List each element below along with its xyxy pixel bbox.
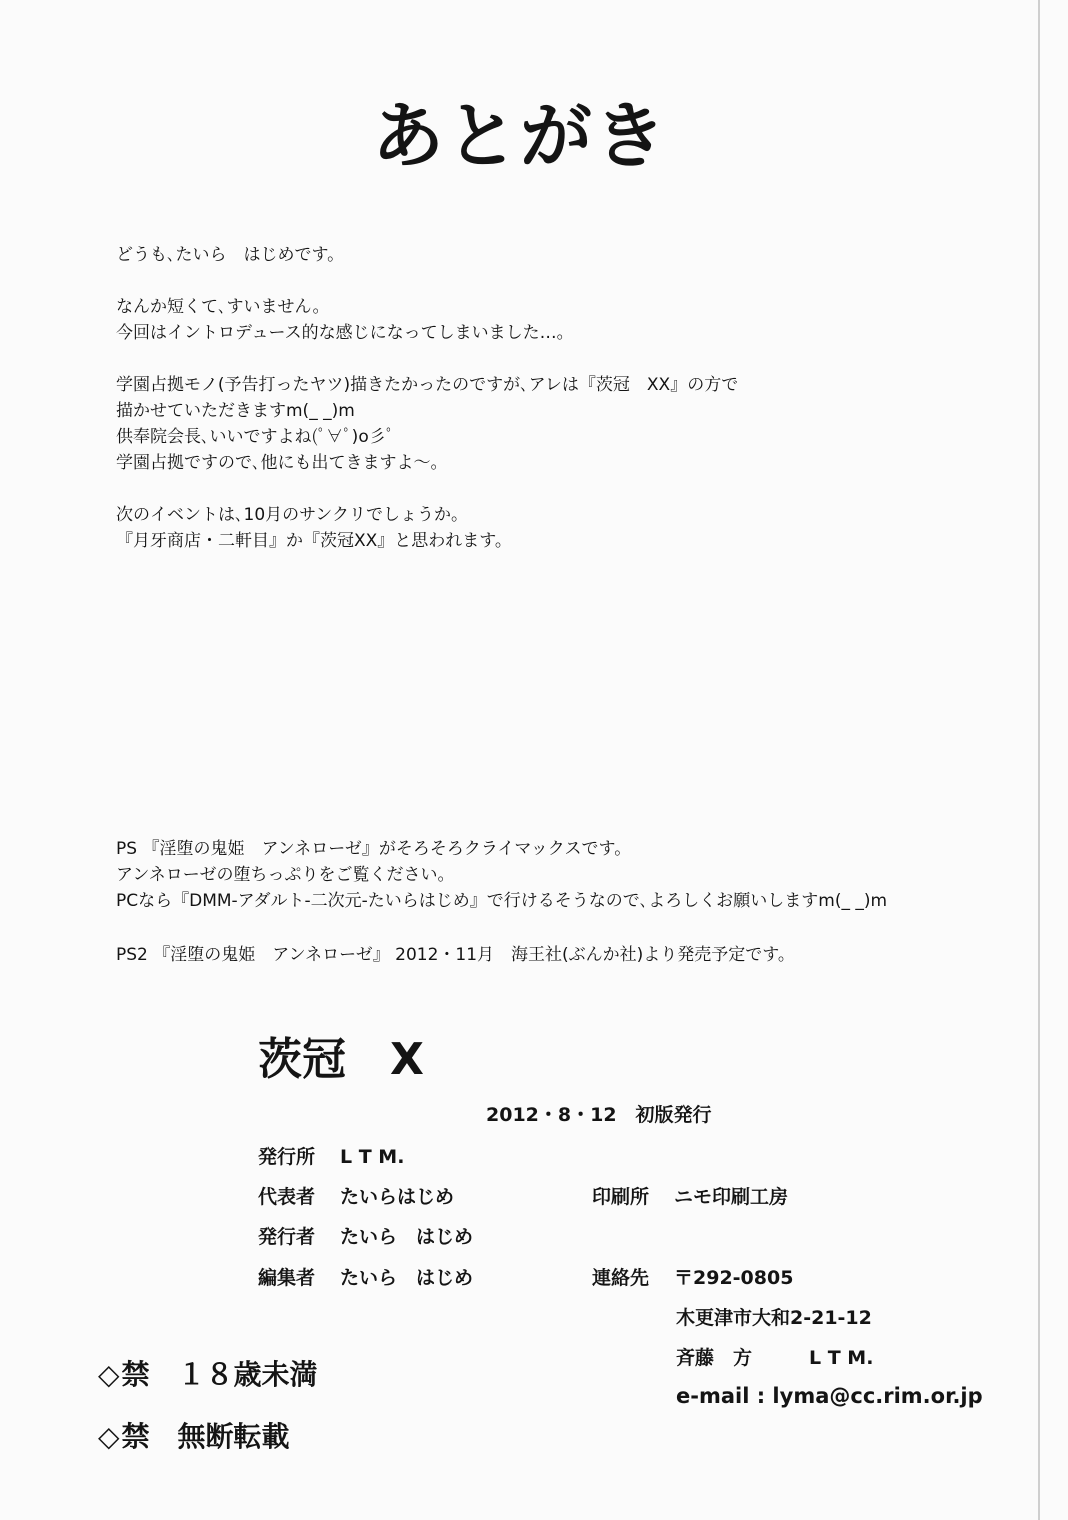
editor-value: たいら はじめ [340,1267,474,1289]
editor-row [258,1263,473,1290]
printer-value: ニモ印刷工房 [674,1186,789,1208]
diamond-icon: ◇ [98,1358,120,1391]
intro-line: どうも､たいら はじめです。 [116,245,345,265]
publisher-value: L T M. [340,1146,405,1168]
care-of: 斉藤 方 L T M. [676,1347,874,1369]
intro-line: 学園占拠モノ(予告打ったヤツ)描きたかったのですが､アレは『茨冠 XX』の方で [116,375,739,395]
warning-age [98,1353,318,1393]
editor-label: 編集者 [258,1267,316,1289]
issuer-row [258,1222,473,1249]
ps-line: PCなら『DMM-アダルト-二次元-たいらはじめ』で行けるそうなので､よろしくお願いしますm(_ _)m [116,891,888,911]
representative-value: たいらはじめ [340,1186,455,1208]
publisher-row [258,1142,404,1169]
address: 木更津市大和2-21-12 [676,1307,872,1329]
printer-label: 印刷所 [592,1186,650,1208]
email: e-mail : lyma@cc.rim.or.jp [676,1384,983,1408]
intro-line: 今回はイントロデュース的な感じになってしまいました…。 [116,323,574,343]
intro-line: 次のイベントは､10月のサンクリでしょうか。 [116,505,468,525]
contact-row [592,1263,793,1290]
printer-row [592,1182,788,1209]
warning-reprint [98,1415,290,1455]
contact-label: 連絡先 [592,1267,650,1289]
warning-age-text: 禁 １８歳未満 [121,1358,318,1391]
representative-row [258,1182,454,1209]
intro-line: なんか短くて､すいません。 [116,297,330,317]
spacer [116,476,738,502]
intro-line: 学園占拠ですので､他にも出てきますよ〜。 [116,453,448,473]
spacer [116,268,738,294]
ps-line: PS 『淫堕の鬼姫 アンネローゼ』がそろそろクライマックスです。 [116,839,632,859]
intro-line: 描かせていただきますm(_ _)m [116,401,355,421]
ps-text [116,836,887,914]
representative-label: 代表者 [258,1186,316,1208]
intro-text [116,242,738,554]
colophon-book-title: 茨冠 X [258,1034,424,1085]
diamond-icon: ◇ [98,1420,120,1453]
intro-line: 供奉院会長､いいですよね(ﾟ∀ﾟ)o彡ﾟ [116,427,395,447]
warning-reprint-text: 禁 無断転載 [121,1420,290,1453]
issuer-value: たいら はじめ [340,1226,474,1248]
page-title: あとがき [371,94,668,178]
ps2-text: PS2 『淫堕の鬼姫 アンネローゼ』 2012・11月 海王社(ぶんか社)より発売予定です。 [116,945,795,965]
intro-line: 『月牙商店・二軒目』か『茨冠XX』と思われます。 [116,531,512,551]
postal-code: 〒292-0805 [674,1267,794,1289]
issuer-label: 発行者 [258,1226,316,1248]
spacer [116,346,738,372]
page-edge [1038,0,1040,1520]
ps-line: アンネローゼの堕ちっぷりをご覧ください。 [116,865,455,885]
colophon-date: 2012・8・12 初版発行 [486,1104,712,1126]
publisher-label: 発行所 [258,1146,316,1168]
